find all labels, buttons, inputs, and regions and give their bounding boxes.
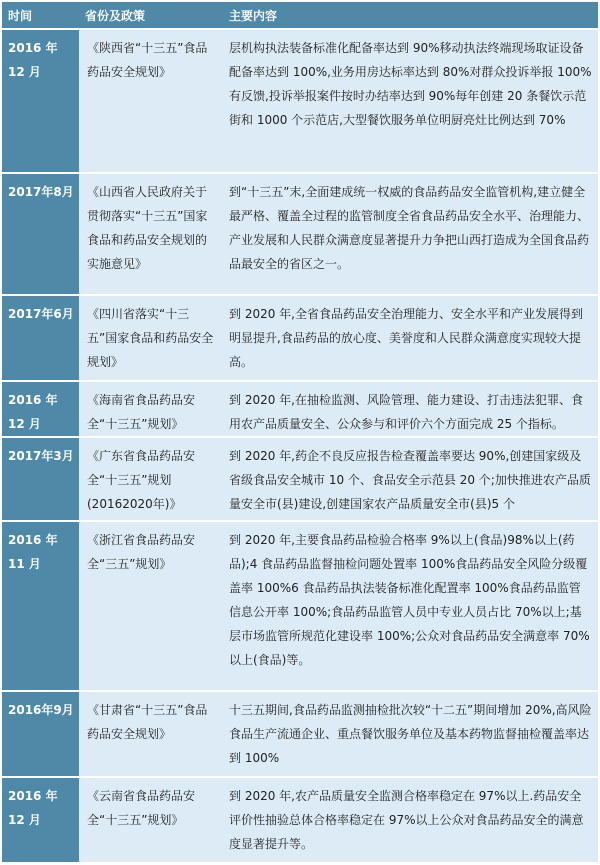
row-time: 2016 年 12 月 — [2, 382, 79, 436]
table-row — [2, 436, 598, 520]
row-policy: 《四川省落实“十三五”国家食品和药品安全规划》 — [87, 307, 214, 369]
table-row — [2, 294, 598, 380]
header-policy: 省份及政策 — [85, 8, 146, 23]
row-time: 2017年8月 — [2, 174, 79, 294]
row-policy: 《广东省食品药品安全“十三五”规划(20162020年)》 — [87, 449, 196, 511]
row-policy: 《浙江省食品药品安全“三五”规划》 — [79, 522, 223, 690]
table-header — [2, 2, 598, 28]
row-policy: 《甘肃省“十三五”食品药品安全规划》 — [87, 703, 208, 741]
row-content: 十三五期间,食品药品监测抽检批次较“十二五”期间增加 20%,高风险食品生产流通企业、重点餐饮服务单位及基本药物监督抽检覆盖率达到 100% — [229, 703, 592, 765]
table-row — [2, 776, 598, 862]
row-content: 到 2020 年,全省食品药品安全治理能力、安全水平和产业发展得到明显提升,食品药品的放心度、美誉度和人民群众满意度实现较大提高。 — [229, 307, 583, 369]
row-time: 2016年9月 — [2, 692, 79, 776]
policy-table — [2, 2, 598, 862]
row-time: 2016 年 12 月 — [2, 30, 79, 172]
row-content: 层机构执法装备标准化配备率达到 90%移动执法终端现场取证设备配备率达到 100%,业务用房达标率达到 80%对群众投诉举报 100%有反馈,投诉举报案件按时办结率达到 90%每年创建 20 条餐饮示范街和 1000 个示范店,大型餐饮服务单位明厨亮灶比例达到 70% — [229, 41, 592, 127]
table-row — [2, 172, 598, 294]
row-time: 2017年3月 — [2, 438, 79, 520]
row-time: 2016 年 12 月 — [2, 778, 79, 862]
header-content: 主要内容 — [229, 8, 278, 23]
table-row — [2, 520, 598, 690]
header-time: 时间 — [8, 8, 33, 23]
table-row — [2, 690, 598, 776]
row-content: 到 2020 年,农产品质量安全监测合格率稳定在 97%以上.药品安全评价性抽验总体合格率稳定在 97%以上公众对食品药品安全的满意度显著提升等。 — [223, 778, 598, 862]
row-content: 到 2020 年,主要食品药品检验合格率 9%以上(食品)98%以上(药品);4 食品药品监督抽检问题处置率 100%食品药品安全风险分级覆盖率 100%6 食品药品执法装备标准化配置率 100%食品药品监管信息公开率 100%;食品药品监管人员中专业人员占比 70%以上;基层市场监管所规范化建设率 100%;公众对食品药品安全满意率 70%以上(食品)等。 — [223, 522, 598, 690]
row-policy: 《云南省食品药品安全“十三五”规划》 — [79, 778, 223, 862]
table-row — [2, 380, 598, 436]
row-policy: 《山西省人民政府关于贯彻落实“十三五”国家食品和药品安全规划的实施意见》 — [79, 174, 223, 294]
row-content: 到 2020 年,药企不良反应报告检查覆盖率要达 90%,创建国家级及省级食品安全城市 10 个、食品安全示范县 20 个;加快推进农产品质量安全市(县)建设,创建国家农产品质量安全市(县)5 个 — [229, 449, 591, 511]
row-policy: 《陕西省“十三五”食品药品安全规划》 — [87, 41, 208, 79]
row-policy: 《海南省食品药品安全“十三五”规划》 — [79, 382, 223, 436]
row-time: 2016 年 11 月 — [2, 522, 79, 690]
row-time: 2017年6月 — [2, 296, 79, 380]
row-content: 到“十三五”末,全面建成统一权威的食品药品安全监管机构,建立健全最严格、覆盖全过程的监管制度全省食品药品安全水平、治理能力、产业发展和人民群众满意度显著提升力争把山西打造成为全国食品药品最安全的省区之一。 — [223, 174, 598, 294]
table-row — [2, 28, 598, 172]
row-content: 到 2020 年,在抽检监测、风险管理、能力建设、打击违法犯罪、食用农产品质量安全、公众参与和评价六个方面完成 25 个指标。 — [223, 382, 598, 436]
